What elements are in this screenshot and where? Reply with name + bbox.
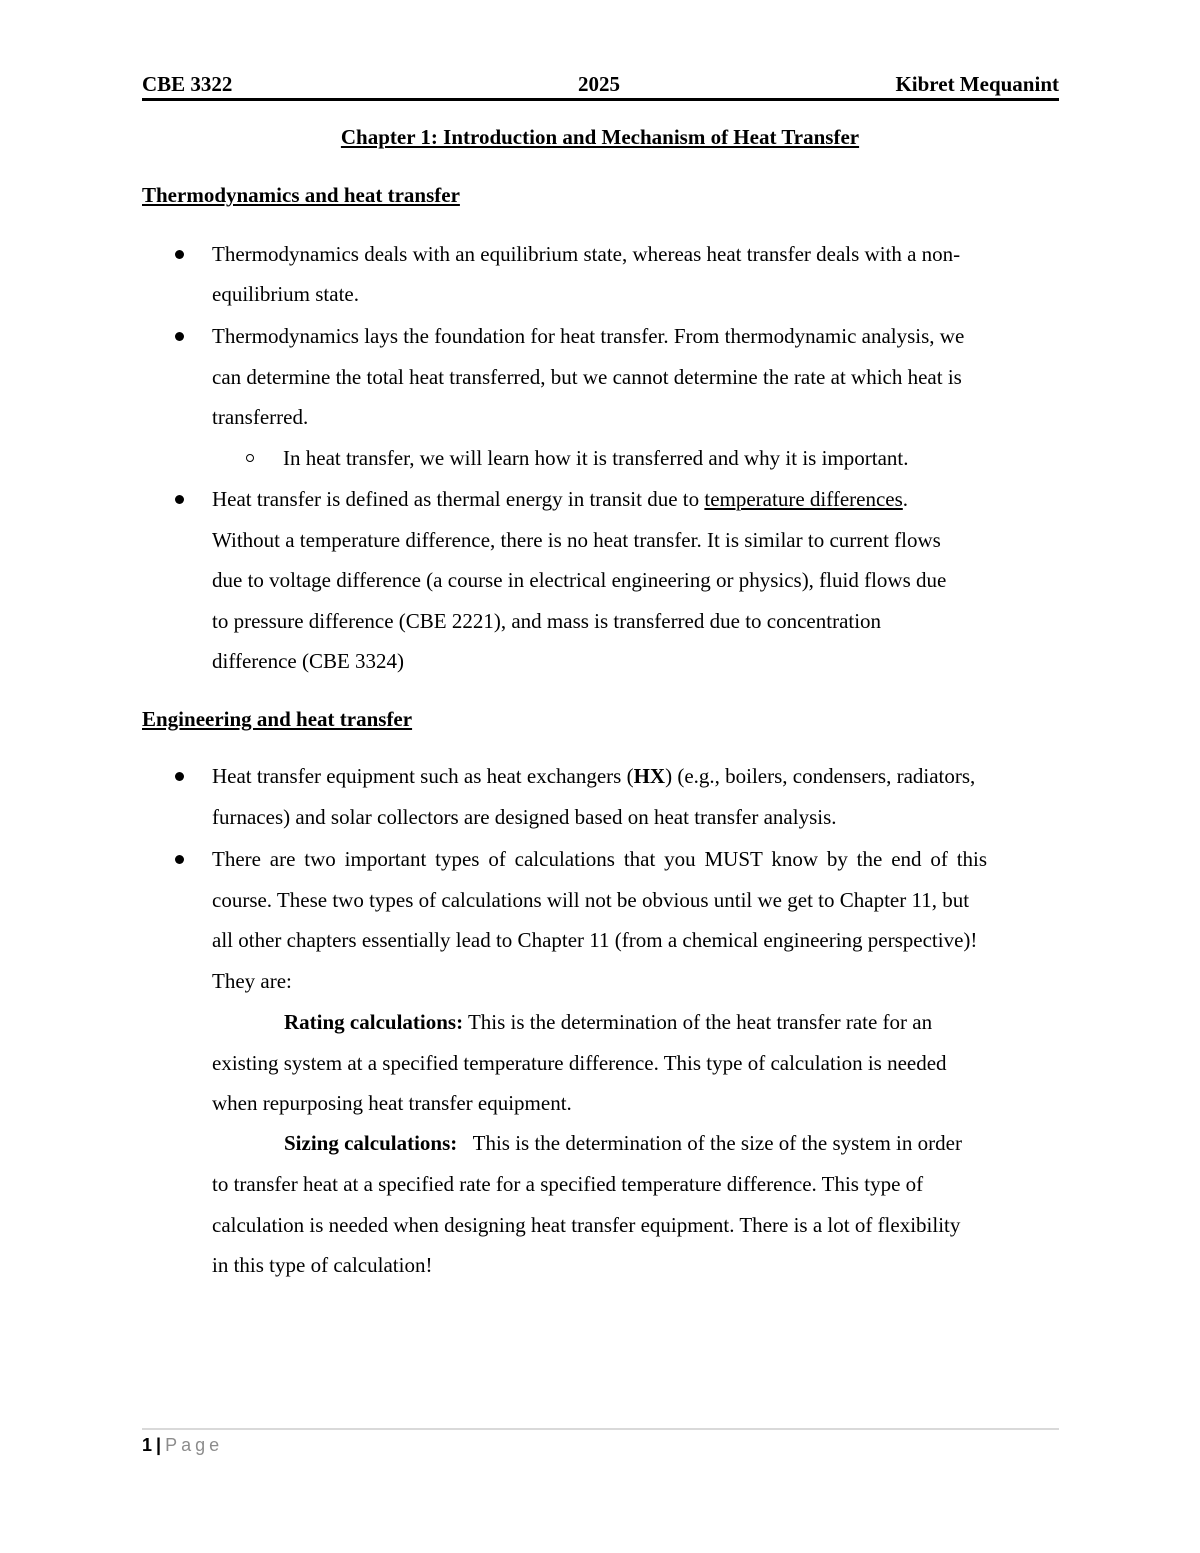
bullet-icon — [175, 855, 184, 864]
footer-divider — [142, 1428, 1059, 1430]
paragraph-line: when repurposing heat transfer equipment. — [212, 1091, 572, 1115]
section-heading-engineering: Engineering and heat transfer — [142, 707, 413, 731]
page-footer — [142, 1434, 223, 1456]
paragraph-line: difference (CBE 3324) — [212, 649, 405, 673]
page-header — [142, 72, 1059, 101]
bullet-icon — [175, 495, 184, 504]
header-year: 2025 — [578, 72, 620, 96]
sizing-paragraph-line: Sizing calculations: This is the determination of the size of the system in order — [284, 1131, 962, 1155]
paragraph-line: Heat transfer is defined as thermal energy in transit due to temperature differences. — [212, 487, 909, 511]
page-label: Page — [165, 1435, 224, 1455]
paragraph-line: equilibrium state. — [212, 282, 359, 306]
paragraph-line: furnaces) and solar collectors are designed based on heat transfer analysis. — [212, 805, 837, 829]
paragraph-line: They are: — [212, 969, 292, 993]
paragraph-line: due to voltage difference (a course in electrical engineering or physics), fluid flows due — [212, 568, 947, 592]
paragraph-line: There are two important types of calculations that you MUST know by the end of this — [212, 847, 988, 871]
paragraph-line: transferred. — [212, 405, 309, 429]
paragraph-line: calculation is needed when designing heat transfer equipment. There is a lot of flexibility — [212, 1213, 961, 1237]
author-name: Kibret Mequanint — [895, 72, 1059, 96]
paragraph-line: Thermodynamics deals with an equilibrium state, whereas heat transfer deals with a non- — [212, 242, 961, 266]
paragraph-line: Thermodynamics lays the foundation for heat transfer. From thermodynamic analysis, we — [212, 324, 965, 348]
rating-label: Rating calculations: — [284, 1010, 464, 1034]
paragraph-line: all other chapters essentially lead to Chapter 11 (from a chemical engineering perspective)! — [212, 928, 978, 952]
footer-separator: | — [156, 1435, 162, 1455]
paragraph-line: can determine the total heat transferred, but we cannot determine the rate at which heat is — [212, 365, 962, 389]
bullet-icon — [175, 772, 184, 781]
paragraph-line: Heat transfer equipment such as heat exchangers (HX) (e.g., boilers, condensers, radiators, — [212, 764, 976, 788]
bullet-icon — [175, 332, 184, 341]
page-number: 1 — [142, 1435, 153, 1455]
paragraph-line: existing system at a specified temperature difference. This type of calculation is needed — [212, 1051, 947, 1075]
sizing-label: Sizing calculations: — [284, 1131, 458, 1155]
underlined-term: temperature differences — [704, 487, 903, 511]
section-heading-thermodynamics: Thermodynamics and heat transfer — [142, 183, 460, 207]
paragraph-line: Without a temperature difference, there is no heat transfer. It is similar to current flows — [212, 528, 941, 552]
chapter-title: Chapter 1: Introduction and Mechanism of Heat Transfer — [340, 125, 860, 149]
sub-bullet-icon — [246, 454, 254, 462]
paragraph-line: course. These two types of calculations will not be obvious until we get to Chapter 11, but — [212, 888, 970, 912]
rating-paragraph-line: Rating calculations: This is the determination of the heat transfer rate for an — [284, 1010, 933, 1034]
paragraph-line: to pressure difference (CBE 2221), and mass is transferred due to concentration — [212, 609, 882, 633]
paragraph-line: in this type of calculation! — [212, 1253, 433, 1277]
course-code: CBE 3322 — [142, 72, 233, 96]
paragraph-line: to transfer heat at a specified rate for a specified temperature difference. This type of — [212, 1172, 924, 1196]
sub-paragraph-line: In heat transfer, we will learn how it is transferred and why it is important. — [283, 446, 909, 470]
bullet-icon — [175, 250, 184, 259]
